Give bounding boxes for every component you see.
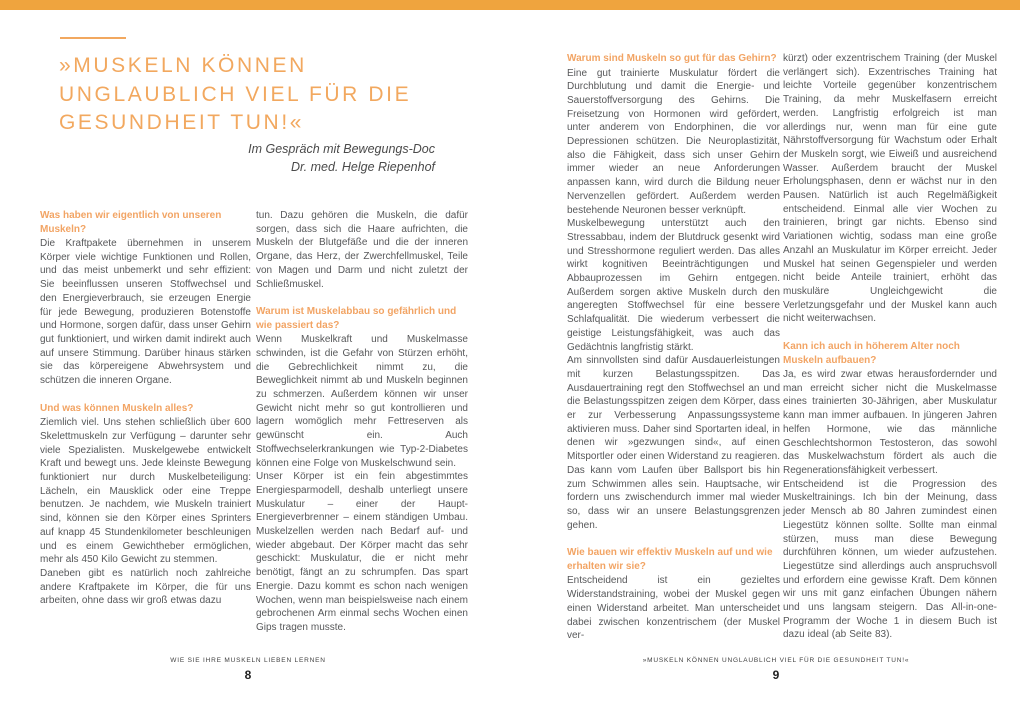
- byline-line: Im Gespräch mit Bewegungs-Doc: [248, 142, 435, 156]
- title-rule: [60, 37, 126, 39]
- right-page-column-1: [567, 52, 780, 643]
- page-number: 9: [772, 668, 780, 682]
- running-title: »MUSKELN KÖNNEN UNGLAUBLICH VIEL FÜR DIE GESUNDHEIT TUN!«: [642, 657, 910, 664]
- paragraph: Unser Körper ist ein fein abgestimmtes Energiesparmodell, deshalb unterliegt unsere Muskulatur – einer der Haupt-Energieverbrenner – einem ständigen Umbau. Muskelzellen werden nach Bedarf auf- und wieder abgebaut. Der Körper macht das sehr geschickt: Muskulatur, die er nicht mehr benötigt, fängt an zu schrumpfen. Das spart Energie. Dazu kommt es schon nach wenigen Wochen, wenn man beispielsweise nach einem gebrochenen Arm einmal sechs Wochen einen Gips tragen musste.: [256, 471, 468, 633]
- paragraph: Ja, es wird zwar etwas herausfordernder und man erreicht sicher nicht die Muskelmasse eines trainierten 30-Jährigen, aber Muskulatur kann man immer aufbauen. In jüngeren Jahren helfen Hormone, wie das männliche Geschlechtshormon Testosteron, das sowohl das Muskelwachstum fördert als auch die Regenerationsfähigkeit verbessert.: [783, 369, 997, 476]
- left-page-column-2: [256, 209, 468, 635]
- right-page-footer: [562, 657, 990, 682]
- section-heading: Wie bauen wir effektiv Muskeln auf und wie erhalten wir sie?: [567, 547, 773, 572]
- paragraph: kürzt) oder exzentrischem Training (der Muskel verlängert sich). Exzentrisches Training hat leichte Vorteile gegenüber konzentrischem Training, da mehr Muskelfasern erreicht werden. Langfristig erfolgreich ist man allerdings nur, wenn man für eine gute Nährstoffversorgung für Wachstum oder Erhalt der Muskeln sorgt, wie Eiweiß und ausreichend Wasser. Außerdem braucht der Muskel Erholungsphasen, denn er wächst nur in den Pausen. Natürlich ist auch Regelmäßigkeit entscheidend. Einmal alle vier Wochen zu trainieren, bringt gar nichts. Ebenso sind Variationen wichtig, sodass man eine große Anzahl an Muskulatur im Körper erreicht. Jeder Muskel hat seinen Gegenspieler und werden nicht beide Anteile trainiert, erhöht das muskuläre Ungleichgewicht die Verletzungsgefahr und der Muskel kann auch nicht weiterwachsen.: [783, 53, 997, 325]
- paragraph: Eine gut trainierte Muskulatur fördert die Durchblutung und damit die Energie- und Sauerstoffversorgung des Gehirns. Die Freisetzung von Hormonen wird gefördert, unter anderem von Endorphinen, die vor Depressionen schützen. Die Neuroplastizität, also die Fähigkeit, dass sich unser Gehirn immer wieder an neue Anforderungen anpassen kann, wird durch die Bildung neuer Nervenzellen gefördert. Außerdem werden bestehende Neuronen besser verknüpft.: [567, 67, 780, 216]
- paragraph: Am sinnvollsten sind dafür Ausdauerleistungen mit kurzen Belastungsspitzen. Das Ausdauertraining regt den Stoffwechsel an und die Belastungsspitzen zeigen dem Körper, dass er zur Verbesserung Anpassungssysteme aktivieren muss. Daher sind Sportarten ideal, in denen wir »gezwungen sind«, auf einen Mitsportler oder einen Widerstand zu reagieren. Das kann vom Laufen über Ballsport bis hin zum Schwimmen alles sein. Hauptsache, wir fordern uns zwischendurch immer mal wieder so, dass wir an unsere Belastungsgrenzen gehen.: [567, 355, 780, 531]
- paragraph: tun. Dazu gehören die Muskeln, die dafür sorgen, dass sich die Haare aufrichten, die Muskeln der Blutgefäße und die der inneren Organe, das Herz, der Zwerchfellmuskel, Teile von Magen und Darm und nicht zuletzt der Schließmuskel.: [256, 210, 468, 290]
- paragraph: Die Kraftpakete übernehmen in unserem Körper viele wichtige Funktionen und Rollen, und das meist unbemerkt und sehr effizient: Sie beeinflussen unseren Stoffwechsel und den Energieverbrauch, sie erzeugen Energie für jede Bewegung, produzieren Botenstoffe und Hormone, sorgen dafür, dass unser Gehirn gut funktioniert, und wirken damit indirekt auch auf unsere Stimmung. Darüber hinaus stärken sie das körpereigene Abwehrsystem und schützen die inneren Organe.: [40, 238, 251, 387]
- section-heading: Warum sind Muskeln so gut für das Gehirn?: [567, 53, 777, 64]
- top-accent-bar: [0, 0, 1020, 10]
- page-title-line: UNGLAUBLICH VIEL FÜR DIE: [59, 82, 412, 106]
- section-heading: Kann ich auch in höherem Alter noch Muskeln aufbauen?: [783, 341, 960, 366]
- right-page-column-2: [783, 52, 997, 642]
- paragraph: Entscheidend ist ein gezieltes Widerstandstraining, wobei der Muskel gegen einen Widerstand arbeitet. Man unterscheidet dabei zwischen konzentrischem (der Muskel ver-: [567, 575, 780, 642]
- page-title-line: GESUNDHEIT TUN!«: [59, 111, 305, 134]
- section-heading: Was haben wir eigentlich von unseren Muskeln?: [40, 210, 222, 235]
- page-title: [59, 52, 411, 138]
- paragraph: Wenn Muskelkraft und Muskelmasse schwinden, ist die Gefahr von Stürzen erhöht, die Gebrechlichkeit nimmt zu, die Beweglichkeit nimmt ab und Muskeln beginnen zu schmerzen. Außerdem können wir unser Gewicht nicht mehr so gut kontrollieren und lagern womöglich mehr Fettreserven als gewünscht ein. Auch Stoffwechselerkrankungen wie Typ-2-Diabetes können eine Folge von Muskelschwund sein.: [256, 334, 468, 469]
- paragraph: Daneben gibt es natürlich noch zahlreiche andere Kraftpakete im Körper, die für uns arbeiten, ohne dass wir groß etwas dazu: [40, 567, 251, 607]
- section-heading: Und was können Muskeln alles?: [40, 402, 194, 414]
- paragraph: Ziemlich viel. Uns stehen schließlich über 600 Skelettmuskeln zur Verfügung – darunter sehr viele Spezialisten. Muskelgewebe entwickelt Kraft und bewegt uns. Jede kleinste Bewegung funktioniert nur durch Muskelbeteiligung: Lächeln, ein Mausklick oder eine Treppe benutzen. Je nachdem, wie Muskeln trainiert sind, können sie den Körper eines Sprinters auf knapp 45 Stundenkilometer beschleunigen und es einem Gewichtheber ermöglichen, mehr als 450 Kilo Gewicht zu stemmen.: [40, 417, 251, 566]
- page-title-line: »MUSKELN KÖNNEN: [59, 54, 307, 77]
- section-heading: Warum ist Muskelabbau so gefährlich und wie passiert das?: [256, 306, 457, 331]
- paragraph: Muskelbewegung unterstützt auch den Stressabbau, indem der Blutdruck gesenkt wird und Stresshormone reguliert werden. Das alles wirkt kognitiven Beeinträchtigungen und Abbauprozessen im Gehirn entgegen. Außerdem sorgen aktive Muskeln durch den angeregten Stoffwechsel für eine bessere Schlafqualität. Die wiederum verbessert die geistige Leistungsfähigkeit, was auch das Gedächtnis langfristig stärkt.: [567, 218, 780, 353]
- left-page-column-1: [40, 209, 251, 608]
- paragraph: Entscheidend ist die Progression des Muskeltrainings. Ich bin der Meinung, dass jeder Mensch ab 80 Jahren zumindest einen Liegestütz können sollte. Sollte man einmal stürzen, muss man diese Bewegung durchführen können, um wieder aufzustehen. Liegestütze sind allerdings auch anspruchsvoll und erfordern eine gewisse Kraft. Dem können wir uns mit ganz einfachen Übungen nähern und uns langsam steigern. Das All-in-one-Programm der Woche 1 in diesem Buch ist dazu ideal (ab Seite 83).: [783, 478, 997, 641]
- left-page-footer: [40, 657, 456, 682]
- byline-line: Dr. med. Helge Riepenhof: [290, 160, 435, 174]
- interview-byline: [248, 140, 435, 176]
- page-number: 8: [244, 668, 252, 682]
- running-title: WIE SIE IHRE MUSKELN LIEBEN LERNEN: [170, 657, 326, 664]
